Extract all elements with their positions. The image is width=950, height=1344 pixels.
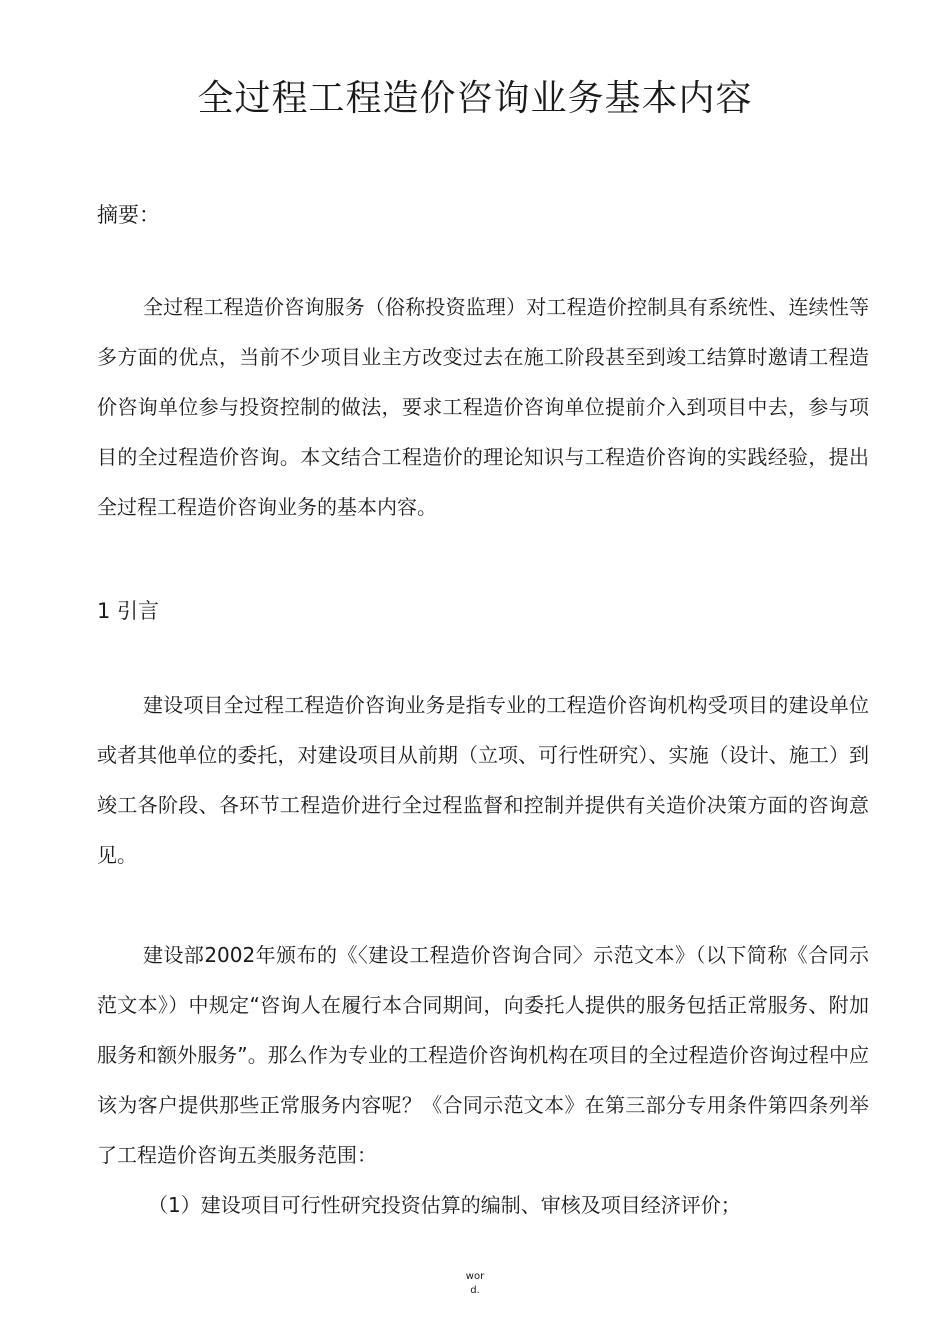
section-1-paragraph-2: 建设部2002年颁布的《〈建设工程造价咨询合同〉示范文本》（以下简称《合同示范文本》）中规定“咨询人在履行本合同期间，向委托人提供的服务包括正常服务、附加服务和额外服务”。那么作为专业的工程造价咨询机构在项目的全过程造价咨询过程中应该为客户提供那些正常服务内容呢？《合同示范文本》在第三部分专用条件第四条列举了工程造价咨询五类服务范围： xyxy=(97,943,869,1167)
footer-line-2: d. xyxy=(470,1285,480,1296)
footer-line-1: wor xyxy=(465,1271,485,1282)
page-footer xyxy=(0,1270,950,1298)
abstract-label: 摘要： xyxy=(97,203,160,227)
document-title: 全过程工程造价咨询业务基本内容 xyxy=(197,78,753,119)
abstract-paragraph: 全过程工程造价咨询服务（俗称投资监理）对工程造价控制具有系统性、连续性等多方面的优点，当前不少项目业主方改变过去在施工阶段甚至到竣工结算时邀请工程造价咨询单位参与投资控制的做法，要求工程造价咨询单位提前介入到项目中去，参与项目的全过程造价咨询。本文结合工程造价的理论知识与工程造价咨询的实践经验，提出全过程工程造价咨询业务的基本内容。 xyxy=(97,295,869,519)
section-1-heading: 1 引言 xyxy=(97,599,160,623)
section-1-paragraph-1: 建设项目全过程工程造价咨询业务是指专业的工程造价咨询机构受项目的建设单位或者其他单位的委托，对建设项目从前期（立项、可行性研究）、实施（设计、施工）到竣工各阶段、各环节工程造价进行全过程监督和控制并提供有关造价决策方面的咨询意见。 xyxy=(97,693,869,867)
list-item-1: （1）建设项目可行性研究投资估算的编制、审核及项目经济评价； xyxy=(148,1193,741,1217)
